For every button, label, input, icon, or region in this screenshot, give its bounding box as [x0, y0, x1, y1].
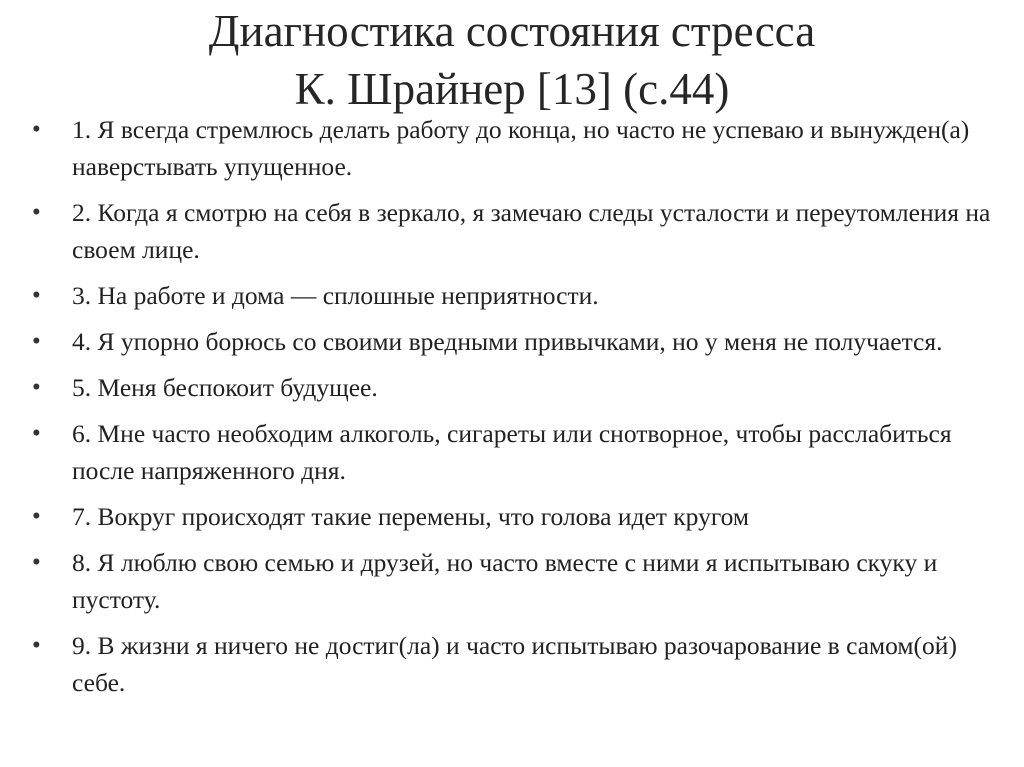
item-text: 2. Когда я смотрю на себя в зеркало, я замечаю следы усталости и переутомления на своем лице.: [72, 198, 991, 264]
list-item: [32, 194, 992, 268]
slide-title: [0, 2, 1024, 118]
statement-list: [32, 111, 992, 710]
list-item: [32, 323, 992, 360]
bullet-icon: •: [32, 374, 41, 401]
bullet-icon: •: [32, 420, 41, 447]
list-item: [32, 498, 992, 535]
item-text: 5. Меня беспокоит будущее.: [72, 373, 378, 402]
bullet-icon: •: [32, 116, 41, 143]
item-text: 4. Я упорно борюсь со своими вредными привычками, но у меня не получается.: [72, 327, 943, 356]
bullet-icon: •: [32, 328, 41, 355]
list-item: [32, 111, 992, 185]
bullet-icon: •: [32, 549, 41, 576]
item-text: 8. Я люблю свою семью и друзей, но часто вместе с ними я испытываю скуку и пустоту.: [72, 548, 938, 614]
bullet-icon: •: [32, 199, 41, 226]
list-item: [32, 369, 992, 406]
item-text: 3. На работе и дома — сплошные неприятности.: [72, 281, 599, 310]
item-text: 1. Я всегда стремлюсь делать работу до конца, но часто не успеваю и вынужден(а) наверстывать упущенное.: [72, 115, 970, 181]
title-line-1: Диагностика состояния стресса: [208, 6, 816, 56]
item-text: 7. Вокруг происходят такие перемены, что голова идет кругом: [72, 502, 750, 531]
title-line-2: К. Шрайнер [13] (с.44): [294, 64, 730, 114]
item-text: 9. В жизни я ничего не достиг(ла) и часто испытываю разочарование в самом(ой) себе.: [72, 631, 957, 697]
list-item: [32, 277, 992, 314]
bullet-icon: •: [32, 632, 41, 659]
list-item: [32, 544, 992, 618]
bullet-icon: •: [32, 503, 41, 530]
bullet-icon: •: [32, 282, 41, 309]
item-text: 6. Мне часто необходим алкоголь, сигареты или снотворное, чтобы расслабиться после напряженного дня.: [72, 419, 952, 485]
list-item: [32, 627, 992, 701]
list-item: [32, 415, 992, 489]
